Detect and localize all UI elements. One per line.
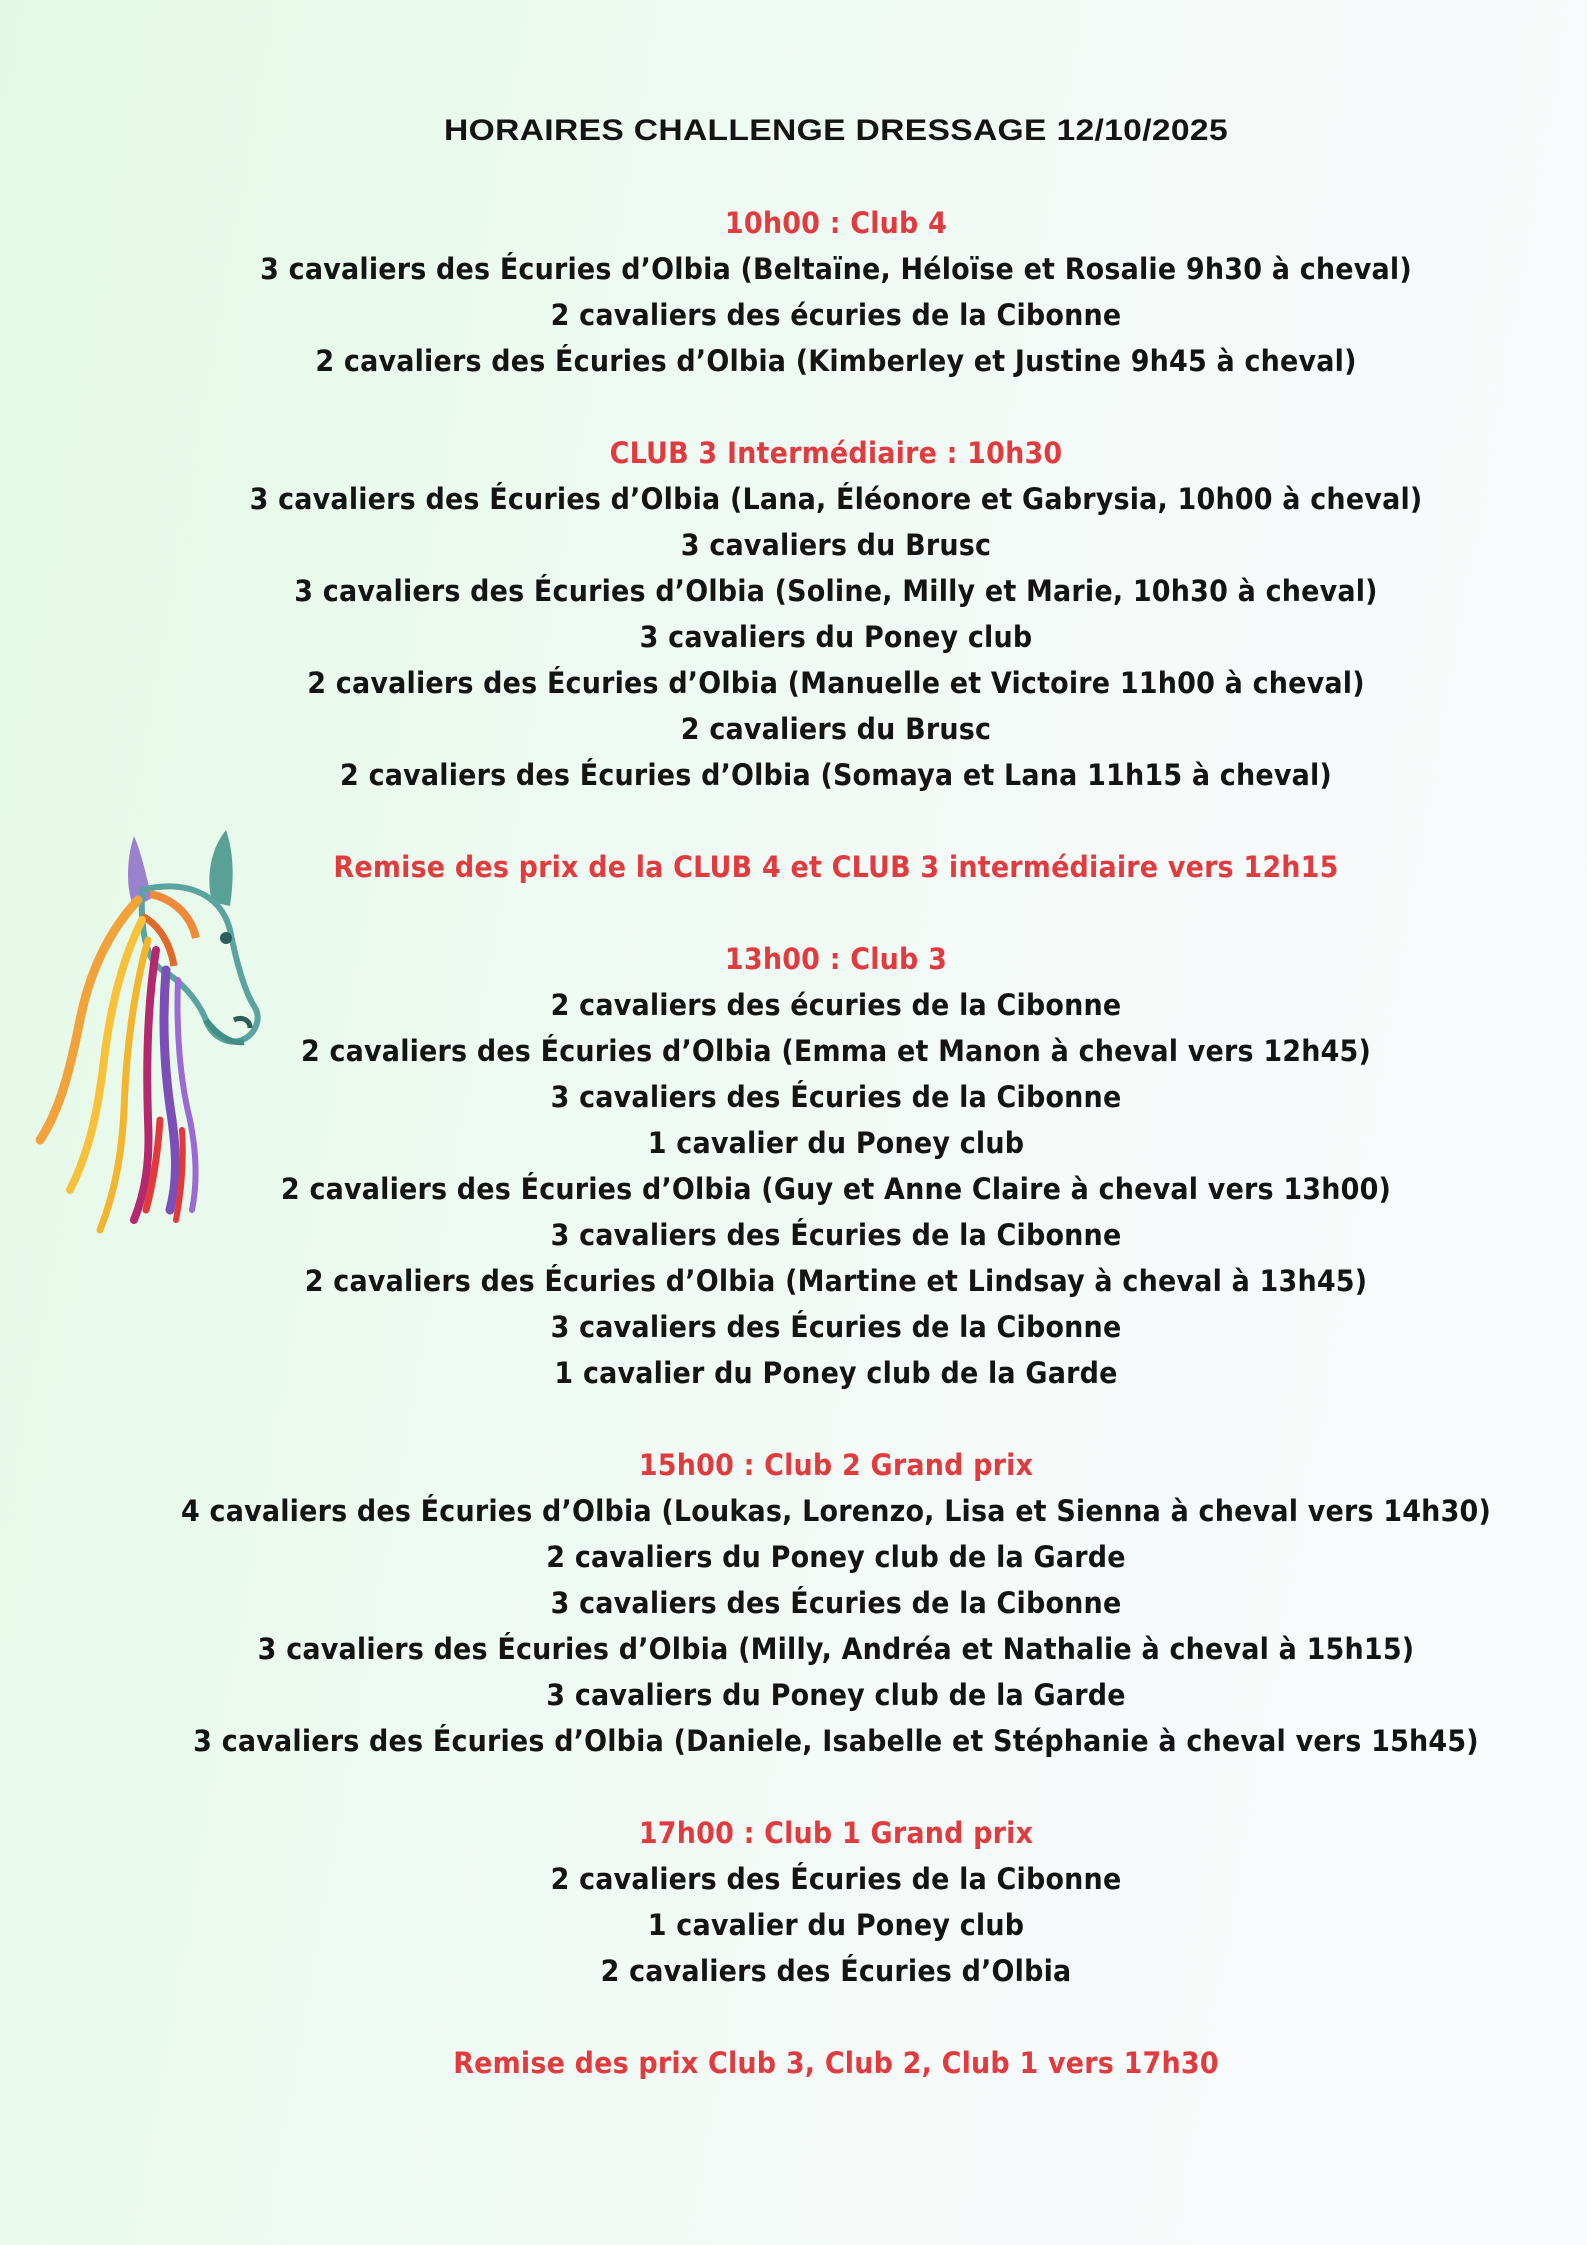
rider-group-line: 1 cavalier du Poney club (647, 1126, 1025, 1160)
rider-group-line: 3 cavaliers des Écuries de la Cibonne (550, 1310, 1122, 1344)
section-spacer (0, 1994, 1587, 2040)
rider-group-line: 3 cavaliers du Brusc (680, 528, 992, 562)
rider-group-line: 2 cavaliers des écuries de la Cibonne (550, 298, 1122, 332)
rider-group-line: 1 cavalier du Poney club de la Garde (554, 1356, 1118, 1390)
rider-group-line: 3 cavaliers des Écuries d’Olbia (Milly, Andréa et Nathalie à cheval à 15h15) (257, 1632, 1415, 1666)
rider-group-line: 2 cavaliers des Écuries de la Cibonne (550, 1862, 1122, 1896)
page-title: HORAIRES CHALLENGE DRESSAGE 12/10/2025 (444, 114, 1228, 147)
rider-group-line: 2 cavaliers des Écuries d’Olbia (600, 1954, 1072, 1988)
section-heading: 17h00 : Club 1 Grand prix (638, 1816, 1034, 1850)
rider-group-line: 2 cavaliers du Brusc (680, 712, 992, 746)
section-spacer (0, 154, 1587, 200)
rider-group-line: 3 cavaliers du Poney club (639, 620, 1033, 654)
rider-group-line: 3 cavaliers des Écuries de la Cibonne (550, 1080, 1122, 1114)
section-heading: 15h00 : Club 2 Grand prix (638, 1448, 1034, 1482)
section-heading: 13h00 : Club 3 (724, 942, 948, 976)
section-spacer (0, 1764, 1587, 1810)
section-spacer (0, 384, 1587, 430)
rider-group-line: 3 cavaliers des Écuries d’Olbia (Daniele, Isabelle et Stéphanie à cheval vers 15h45) (193, 1724, 1479, 1758)
rider-group-line: 2 cavaliers des Écuries d’Olbia (Martine et Lindsay à cheval à 13h45) (304, 1264, 1368, 1298)
section-heading: Remise des prix de la CLUB 4 et CLUB 3 intermédiaire vers 12h15 (333, 850, 1339, 884)
rider-group-line: 2 cavaliers du Poney club de la Garde (546, 1540, 1126, 1574)
rider-group-line: 2 cavaliers des Écuries d’Olbia (Somaya et Lana 11h15 à cheval) (340, 758, 1332, 792)
rider-group-line: 2 cavaliers des Écuries d’Olbia (Manuelle et Victoire 11h00 à cheval) (307, 666, 1365, 700)
rider-group-line: 3 cavaliers des Écuries d’Olbia (Soline, Milly et Marie, 10h30 à cheval) (294, 574, 1378, 608)
rider-group-line: 3 cavaliers des Écuries de la Cibonne (550, 1218, 1122, 1252)
rider-group-line: 3 cavaliers des Écuries de la Cibonne (550, 1586, 1122, 1620)
schedule-document (0, 108, 1587, 2086)
rider-group-line: 4 cavaliers des Écuries d’Olbia (Loukas, Lorenzo, Lisa et Sienna à cheval vers 14h30) (181, 1494, 1491, 1528)
section-spacer (0, 1396, 1587, 1442)
rider-group-line: 1 cavalier du Poney club (647, 1908, 1025, 1942)
section-spacer (0, 890, 1587, 936)
section-spacer (0, 798, 1587, 844)
rider-group-line: 2 cavaliers des Écuries d’Olbia (Emma et Manon à cheval vers 12h45) (300, 1034, 1372, 1068)
schedule-sections (0, 154, 1587, 2086)
section-heading: CLUB 3 Intermédiaire : 10h30 (609, 436, 1063, 470)
section-heading: 10h00 : Club 4 (724, 206, 948, 240)
rider-group-line: 2 cavaliers des Écuries d’Olbia (Guy et Anne Claire à cheval vers 13h00) (280, 1172, 1392, 1206)
rider-group-line: 2 cavaliers des écuries de la Cibonne (550, 988, 1122, 1022)
rider-group-line: 3 cavaliers des Écuries d’Olbia (Beltaïne, Héloïse et Rosalie 9h30 à cheval) (260, 252, 1412, 286)
rider-group-line: 3 cavaliers des Écuries d’Olbia (Lana, Éléonore et Gabrysia, 10h00 à cheval) (249, 482, 1423, 516)
rider-group-line: 2 cavaliers des Écuries d’Olbia (Kimberley et Justine 9h45 à cheval) (315, 344, 1357, 378)
rider-group-line: 3 cavaliers du Poney club de la Garde (546, 1678, 1126, 1712)
section-heading: Remise des prix Club 3, Club 2, Club 1 vers 17h30 (453, 2046, 1219, 2080)
